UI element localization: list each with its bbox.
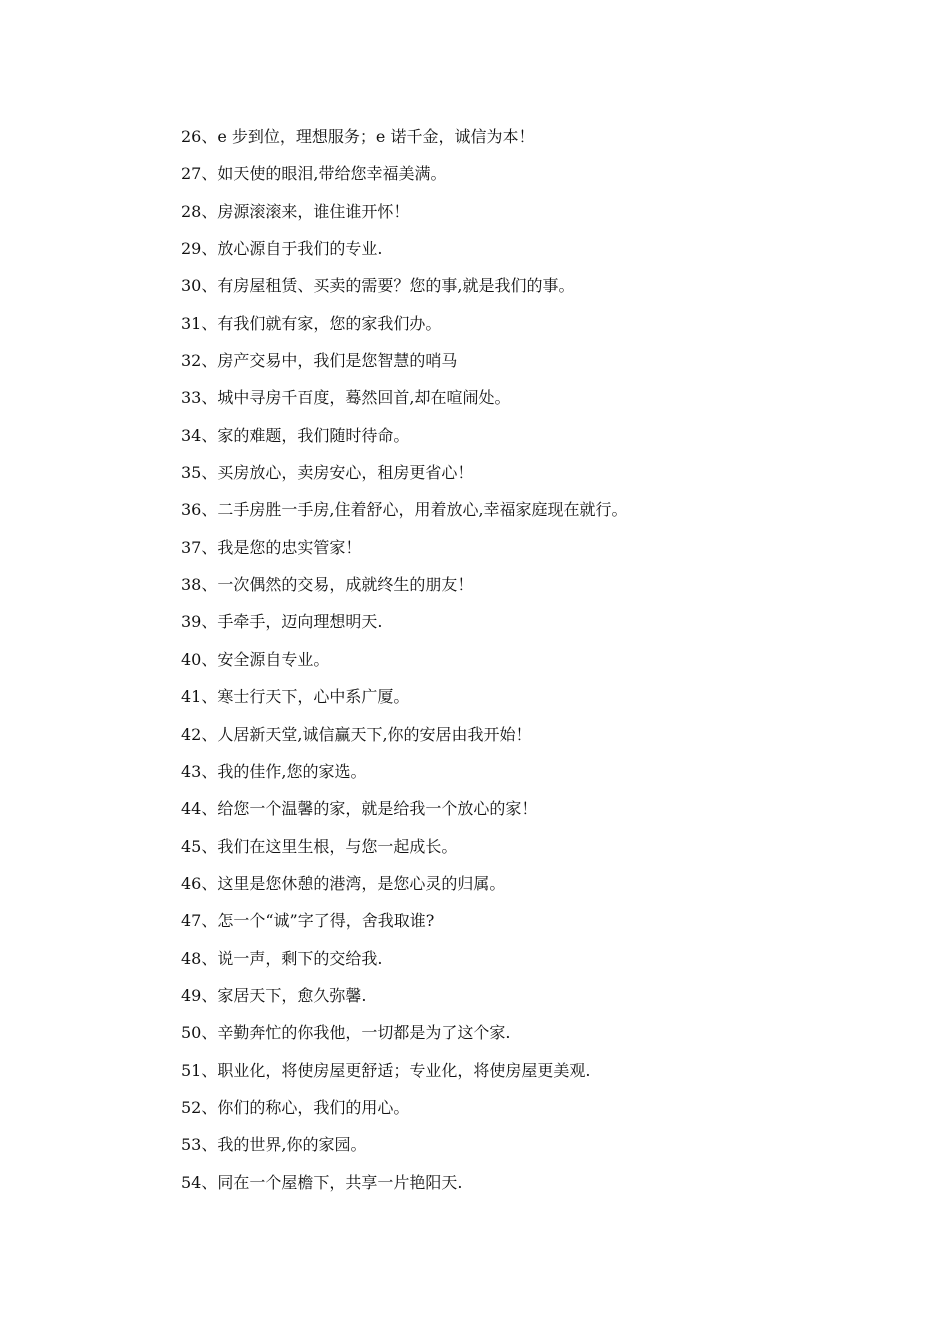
list-item: 38、一次偶然的交易，成就终生的朋友！ xyxy=(181,575,474,595)
list-item: 28、房源滚滚来，谁住谁开怀！ xyxy=(181,201,410,221)
list-item: 36、二手房胜一手房,住着舒心，用着放心,幸福家庭现在就行。 xyxy=(181,500,628,520)
list-item: 27、如天使的眼泪,带给您幸福美满。 xyxy=(181,164,447,184)
list-item: 49、家居天下，愈久弥馨. xyxy=(181,985,367,1005)
list-item: 42、人居新天堂,诚信赢天下,你的安居由我开始！ xyxy=(181,724,532,744)
list-item: 50、辛勤奔忙的你我他，一切都是为了这个家. xyxy=(181,1023,511,1043)
list-item: 32、房产交易中，我们是您智慧的哨马 xyxy=(181,351,458,371)
list-item: 37、我是您的忠实管家！ xyxy=(181,537,362,557)
list-item: 41、寒士行天下，心中系广厦。 xyxy=(181,687,410,707)
list-item: 31、有我们就有家，您的家我们办。 xyxy=(181,313,442,333)
list-item: 53、我的世界,你的家园。 xyxy=(181,1135,367,1155)
list-item: 34、家的难题，我们随时待命。 xyxy=(181,425,410,445)
list-item: 48、说一声，剩下的交给我. xyxy=(181,948,383,968)
list-item: 47、怎一个“诚”字了得，舍我取谁? xyxy=(181,911,435,931)
list-item: 54、同在一个屋檐下，共享一片艳阳天. xyxy=(181,1172,463,1192)
list-item: 51、职业化，将使房屋更舒适；专业化，将使房屋更美观. xyxy=(181,1060,591,1080)
list-item: 43、我的佳作,您的家选。 xyxy=(181,761,367,781)
list-item: 33、城中寻房千百度，蓦然回首,却在喧闹处。 xyxy=(181,388,511,408)
list-item: 35、买房放心，卖房安心，租房更省心！ xyxy=(181,463,474,483)
list-item: 30、有房屋租赁、买卖的需要？您的事,就是我们的事。 xyxy=(181,276,575,296)
slogan-list xyxy=(181,122,881,1205)
list-item: 46、这里是您休憩的港湾，是您心灵的归属。 xyxy=(181,873,506,893)
list-item: 40、安全源自专业。 xyxy=(181,649,330,669)
list-item: 26、e 步到位，理想服务；e 诺千金，诚信为本！ xyxy=(181,127,535,146)
list-item: 45、我们在这里生根，与您一起成长。 xyxy=(181,836,458,856)
list-item: 39、手牵手，迈向理想明天. xyxy=(181,612,383,632)
list-item: 52、你们的称心，我们的用心。 xyxy=(181,1097,410,1117)
list-item: 44、给您一个温馨的家，就是给我一个放心的家！ xyxy=(181,799,538,819)
list-item: 29、放心源自于我们的专业. xyxy=(181,239,383,259)
